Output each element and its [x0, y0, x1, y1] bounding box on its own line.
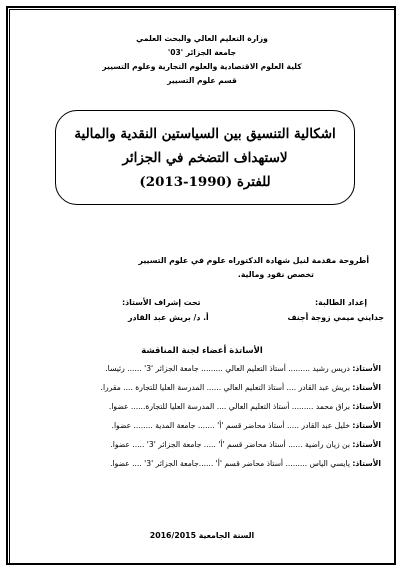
jury-row-label: الأستاذ: — [352, 459, 381, 468]
jury-row-text: خليل عبد القادر ..... أستاذ محاضر قسم 'أ' ....... جامعة المدية ........ عضوا. — [111, 421, 350, 430]
jury-row-text: بن زيان راضية ...... أستاذ محاضر قسم 'أ' ..... جامعة الجزائر '3' ..... عضوا. — [110, 440, 350, 449]
student-name: جدايني ميمي زوجة أجنف — [287, 313, 384, 322]
jury-row-text: براق محمد ......... أستاذ التعليم العالي .... المدرسة العليا للتجارة...... عضوا. — [108, 402, 350, 411]
jury-row-text: دريس رشيد ......... أستاذ التعليم العالي ......... جامعة الجزائر '3' ...... رئيسا. — [105, 364, 350, 373]
thesis-title-line-2: لاستهداف التضخم في الجزائر — [122, 149, 288, 166]
jury-row — [101, 383, 381, 392]
jury-row-label: الأستاذ: — [352, 383, 381, 392]
jury-row — [110, 440, 381, 449]
ministry-name: وزارة التعليم العالي والبحث العلمي — [136, 34, 268, 43]
academic-year-value: 2016/2015 — [149, 531, 197, 540]
supervisor-label: تحت إشراف الأستاذ: — [122, 298, 201, 307]
academic-year — [0, 531, 404, 540]
supervisor-name: أ. د/ بريش عبد القادر — [128, 313, 209, 322]
page-border-inner — [9, 9, 395, 564]
university-name: جامعة الجزائر '03' — [167, 48, 237, 57]
thesis-title-line-1: اشكالية التنسيق بين السياستين النقدية والمالية — [74, 125, 336, 142]
academic-year-label: السنة الجامعية — [198, 531, 255, 540]
thesis-title-box — [55, 110, 355, 205]
jury-row-label: الأستاذ: — [352, 440, 381, 449]
jury-row — [112, 421, 381, 430]
jury-title: الأساتذة أعضاء لجنة المناقشة — [141, 345, 263, 355]
jury-row — [109, 402, 381, 411]
jury-row-label: الأستاذ: — [352, 402, 381, 411]
jury-row — [110, 459, 381, 468]
jury-row-text: يايسي الياس ......... أستاذ محاضر قسم 'أ' ......جامعة الجزائر '3' .... عضوا. — [110, 459, 350, 468]
thesis-title-line-3: للفترة (1990-2013) — [139, 173, 271, 190]
prepared-by-label: إعداد الطالبة: — [315, 298, 367, 307]
faculty-name: كلية العلوم الاقتصادية والعلوم التجارية وعلوم التسيير — [102, 62, 302, 71]
thesis-degree: أطروحة مقدمة لنيل شهادة الدكتوراه علوم في علوم التسيير — [138, 256, 369, 265]
department-name: قسم علوم التسيير — [167, 76, 237, 85]
jury-row-label: الأستاذ: — [352, 364, 381, 373]
jury-row-text: بريش عبد القادر .... أستاذ التعليم العالي ...... المدرسة العليا للتجارة .... مقررا. — [100, 383, 350, 392]
jury-row-label: الأستاذ: — [352, 421, 381, 430]
thesis-specialty: تخصص نقود ومالية. — [237, 270, 314, 279]
jury-row — [105, 364, 381, 373]
